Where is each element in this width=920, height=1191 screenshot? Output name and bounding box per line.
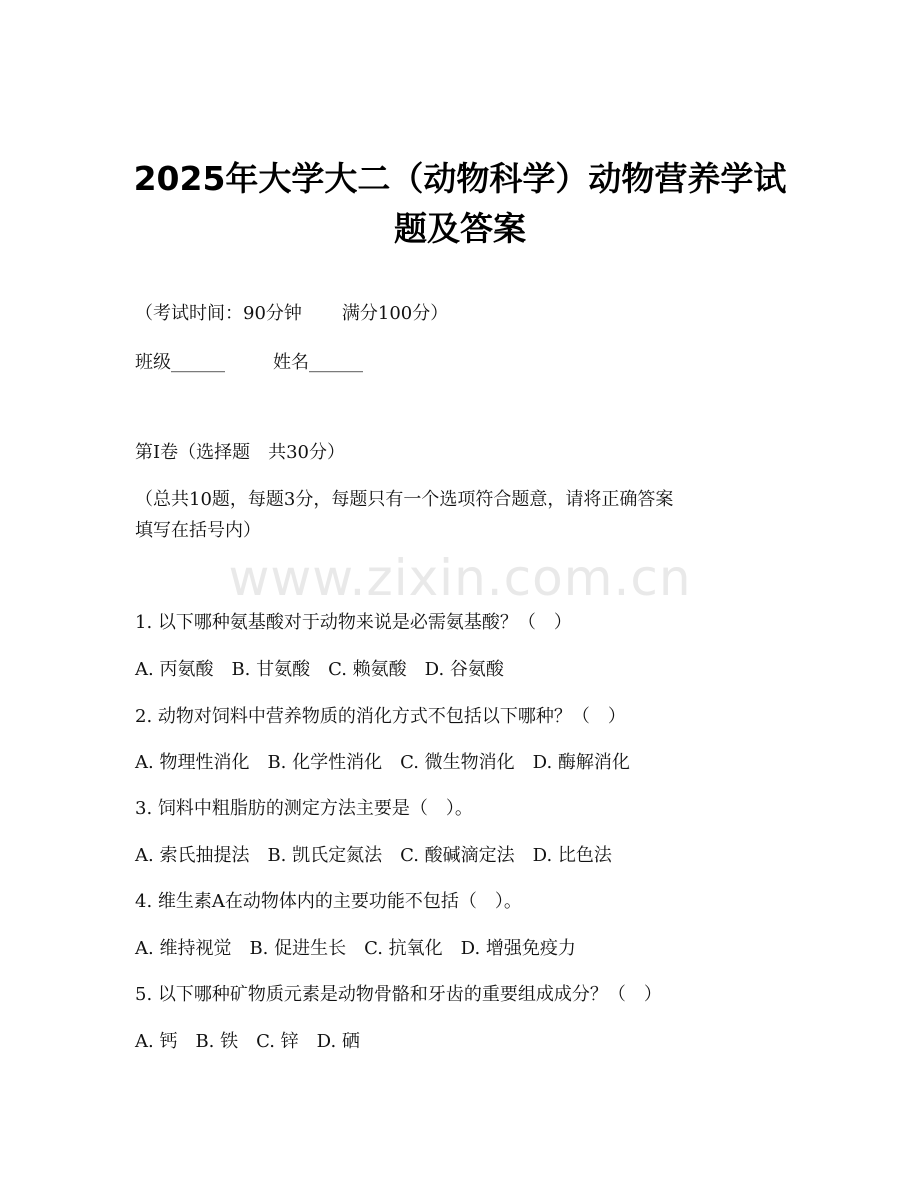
document-title-line-2: 题及答案 <box>394 209 526 248</box>
question-1-options: A. 丙氨酸 B. 甘氨酸 C. 赖氨酸 D. 谷氨酸 <box>135 659 504 680</box>
question-1: 1. 以下哪种氨基酸对于动物来说是必需氨基酸？（ ） <box>135 612 572 633</box>
student-info <box>135 349 363 377</box>
section-instruction-line-2: 填写在括号内） <box>135 520 261 541</box>
exam-score: 满分100分） <box>341 303 449 324</box>
question-5-options: A. 钙 B. 铁 C. 锌 D. 硒 <box>135 1031 360 1052</box>
document-title-line-1: 2025年大学大二（动物科学）动物营养学试 <box>133 159 787 198</box>
exam-info <box>135 300 448 328</box>
question-4-options: A. 维持视觉 B. 促进生长 C. 抗氧化 D. 增强免疫力 <box>135 938 576 959</box>
question-3: 3. 饲料中粗脂肪的测定方法主要是（ ）。 <box>135 798 473 819</box>
class-field: 班级______ <box>135 352 225 373</box>
name-field: 姓名______ <box>273 352 363 373</box>
section-heading: 第I卷（选择题 共30分） <box>135 442 346 463</box>
question-2: 2. 动物对饲料中营养物质的消化方式不包括以下哪种？（ ） <box>135 706 626 727</box>
question-3-options: A. 索氏抽提法 B. 凯氏定氮法 C. 酸碱滴定法 D. 比色法 <box>135 845 612 866</box>
question-2-options: A. 物理性消化 B. 化学性消化 C. 微生物消化 D. 酶解消化 <box>135 752 630 773</box>
watermark: www.zixin.com.cn <box>228 549 692 607</box>
question-4: 4. 维生素A在动物体内的主要功能不包括（ ）。 <box>135 891 522 912</box>
exam-time: （考试时间：90分钟 <box>135 303 302 324</box>
section-instruction-line-1: （总共10题，每题3分，每题只有一个选项符合题意，请将正确答案 <box>135 489 674 510</box>
question-5: 5. 以下哪种矿物质元素是动物骨骼和牙齿的重要组成成分？（ ） <box>135 984 662 1005</box>
